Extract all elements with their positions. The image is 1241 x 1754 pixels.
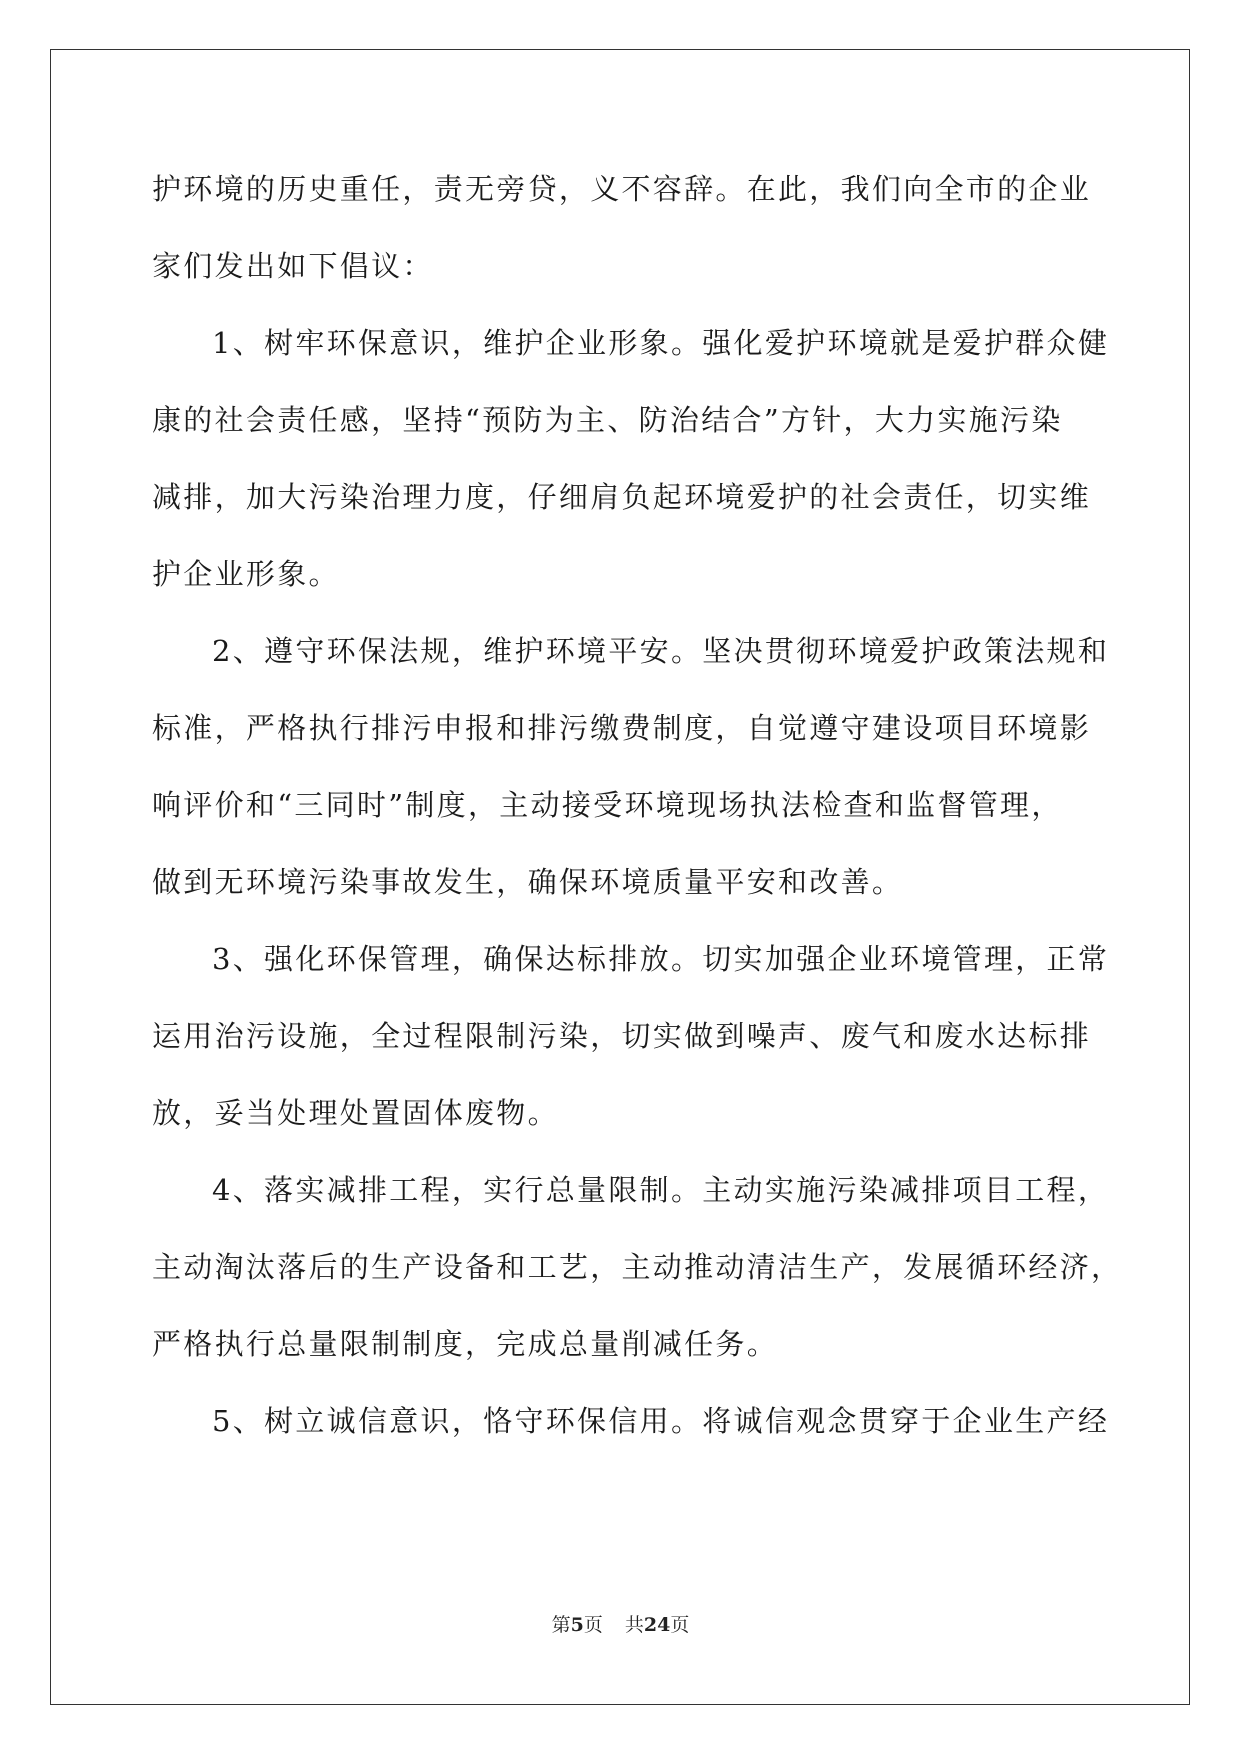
page-suffix: 页 xyxy=(583,1614,603,1636)
text-line: 1、树牢环保意识，维护企业形象。强化爱护环境就是爱护群众健 xyxy=(212,326,1110,360)
total-pages: 24 xyxy=(643,1614,671,1636)
text-line: 2、遵守环保法规，维护环境平安。坚决贯彻环境爱护政策法规和 xyxy=(212,634,1110,668)
body-text xyxy=(152,160,1123,1469)
text-line: 减排，加大污染治理力度，仔细肩负起环境爱护的社会责任，切实维 xyxy=(152,480,1092,514)
page-number: 5 xyxy=(570,1614,584,1636)
text-line: 响评价和“三同时”制度，主动接受环境现场执法检查和监督管理， xyxy=(152,788,1063,822)
text-line: 主动淘汰落后的生产设备和工艺，主动推动清洁生产，发展循环经济， xyxy=(152,1250,1123,1284)
text-line: 康的社会责任感，坚持“预防为主、防治结合”方针，大力实施污染 xyxy=(152,403,1063,437)
text-line: 3、强化环保管理，确保达标排放。切实加强企业环境管理，正常 xyxy=(212,942,1110,976)
text-line: 运用治污设施，全过程限制污染，切实做到噪声、废气和废水达标排 xyxy=(152,1019,1092,1053)
text-line: 5、树立诚信意识，恪守环保信用。将诚信观念贯穿于企业生产经 xyxy=(212,1404,1110,1438)
total-suffix: 页 xyxy=(670,1614,690,1636)
text-line: 护企业形象。 xyxy=(152,557,340,591)
text-line: 做到无环境污染事故发生，确保环境质量平安和改善。 xyxy=(152,865,904,899)
text-line: 家们发出如下倡议： xyxy=(152,249,434,283)
text-line: 4、落实减排工程，实行总量限制。主动实施污染减排项目工程， xyxy=(212,1173,1110,1207)
text-line: 严格执行总量限制制度，完成总量削减任务。 xyxy=(152,1327,779,1361)
text-line: 护环境的历史重任，责无旁贷，义不容辞。在此，我们向全市的企业 xyxy=(152,172,1092,206)
total-prefix: 共 xyxy=(624,1614,644,1636)
page-footer xyxy=(0,1610,1241,1637)
text-line: 放，妥当处理处置固体废物。 xyxy=(152,1096,559,1130)
page-prefix: 第 xyxy=(551,1614,571,1636)
text-line: 标准，严格执行排污申报和排污缴费制度，自觉遵守建设项目环境影 xyxy=(152,711,1092,745)
